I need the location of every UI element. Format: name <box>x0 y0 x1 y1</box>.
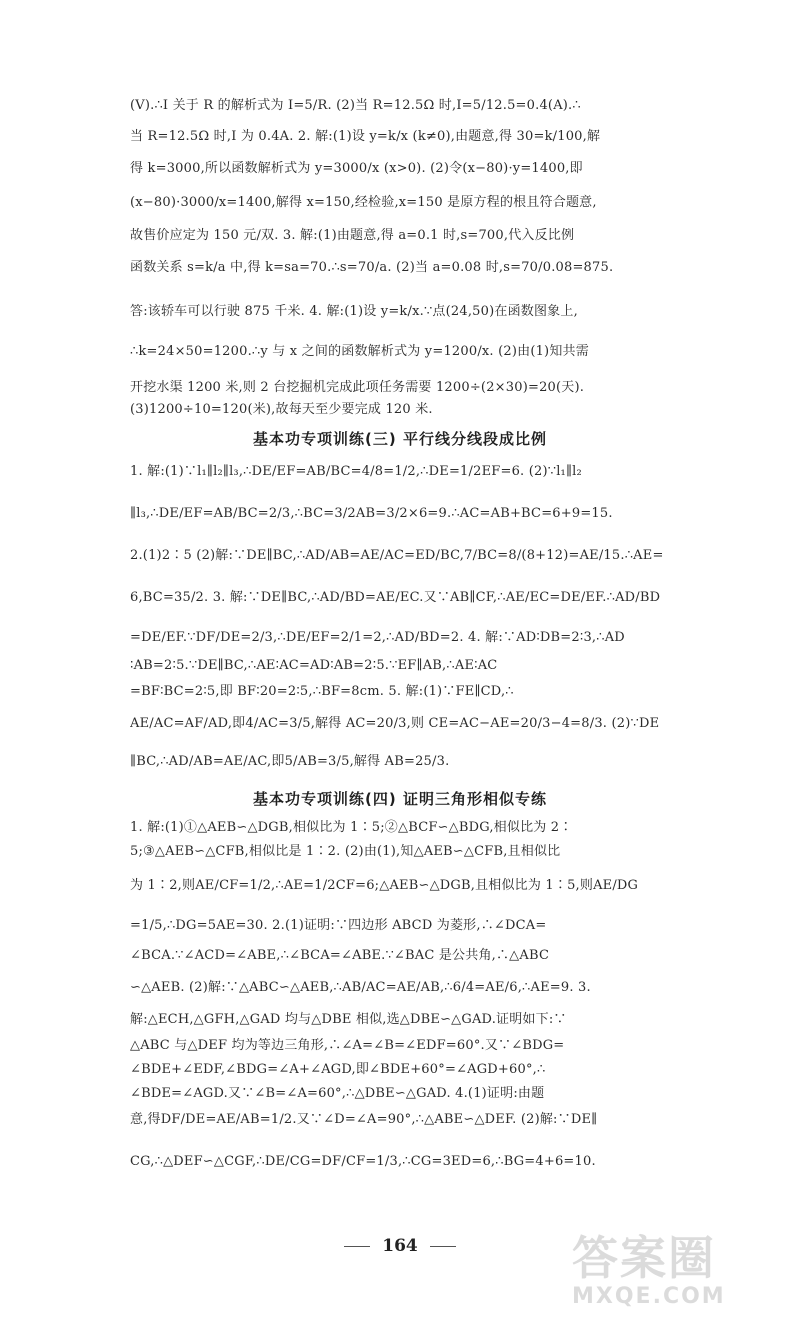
text-line: 5;③△AEB∽△CFB,相似比是 1∶2. (2)由(1),知△AEB∽△CFB,且相似比 <box>130 844 561 859</box>
text-line: CG,∴△DEF∽△CGF,∴DE/CG=DF/CF=1/3,∴CG=3ED=6,∴BG=4+6=10. <box>130 1154 596 1169</box>
text-line: 解:△ECH,△GFH,△GAD 均与△DBE 相似,选△DBE∽△GAD.证明如下:∵ <box>130 1012 567 1027</box>
text-line: ∴k=24×50=1200.∴y 与 x 之间的函数解析式为 y=1200/x. (2)由(1)知共需 <box>130 344 589 359</box>
text-line: 答:该轿车可以行驶 875 千米. 4. 解:(1)设 y=k/x.∵点(24,50)在函数图象上, <box>130 304 578 319</box>
text-line: 故售价应定为 150 元/双. 3. 解:(1)由题意,得 a=0.1 时,s=700,代入反比例 <box>130 228 575 243</box>
text-line: ∽△AEB. (2)解:∵△ABC∽△AEB,∴AB/AC=AE/AB,∴6/4=AE/6,∴AE=9. 3. <box>130 980 591 995</box>
text-line: =1/5,∴DG=5AE=30. 2.(1)证明:∵四边形 ABCD 为菱形,∴∠DCA= <box>130 918 547 933</box>
text-line: (V).∴I 关于 R 的解析式为 I=5/R. (2)当 R=12.5Ω 时,I=5/12.5=0.4(A).∴ <box>130 98 581 113</box>
text-line: 2.(1)2∶5 (2)解:∵DE∥BC,∴AD/AB=AE/AC=ED/BC,7/BC=8/(8+12)=AE/15.∴AE= <box>130 548 664 563</box>
watermark-url: MXQE.COM <box>572 1284 726 1309</box>
text-line: ∠BDE+∠EDF,∠BDG=∠A+∠AGD,即∠BDE+60°=∠AGD+60°,∴ <box>130 1062 546 1077</box>
text-line: 为 1∶2,则AE/CF=1/2,∴AE=1/2CF=6;△AEB∽△DGB,且相似比为 1∶5,则AE/DG <box>130 878 639 893</box>
text-line: ∥BC,∴AD/AB=AE/AC,即5/AB=3/5,解得 AB=25/3. <box>130 754 450 769</box>
watermark-logo <box>572 1232 772 1327</box>
text-line: ∠BDE=∠AGD.又∵∠B=∠A=60°,∴△DBE∽△GAD. 4.(1)证明:由题 <box>130 1086 545 1101</box>
text-line: 函数关系 s=k/a 中,得 k=sa=70.∴s=70/a. (2)当 a=0.08 时,s=70/0.08=875. <box>130 260 614 275</box>
text-line: 1. 解:(1)①△AEB∽△DGB,相似比为 1∶5;②△BCF∽△BDG,相似比为 2∶ <box>130 820 573 835</box>
section-heading-3: 基本功专项训练(三) 平行线分线段成比例 <box>253 430 547 448</box>
text-line: 1. 解:(1)∵l₁∥l₂∥l₃,∴DE/EF=AB/BC=4/8=1/2,∴DE=1/2EF=6. (2)∵l₁∥l₂ <box>130 464 582 479</box>
text-line: △ABC 与△DEF 均为等边三角形,∴∠A=∠B=∠EDF=60°.又∵∠BDG= <box>130 1038 565 1053</box>
text-line: (x−80)·3000/x=1400,解得 x=150,经检验,x=150 是原方程的根且符合题意, <box>130 195 597 210</box>
text-line: =DE/EF.∵DF/DE=2/3,∴DE/EF=2/1=2,∴AD/BD=2. 4. 解:∵AD∶DB=2∶3,∴AD <box>130 630 625 645</box>
text-line: 6,BC=35/2. 3. 解:∵DE∥BC,∴AD/BD=AE/EC.又∵AB∥CF,∴AE/EC=DE/EF.∴AD/BD <box>130 590 661 605</box>
text-line: 开挖水渠 1200 米,则 2 台挖掘机完成此项任务需要 1200÷(2×30)=20(天). <box>130 380 585 395</box>
text-line: ∥l₃,∴DE/EF=AB/BC=2/3,∴BC=3/2AB=3/2×6=9.∴AC=AB+BC=6+9=15. <box>130 506 613 521</box>
text-line: =BF∶BC=2∶5,即 BF∶20=2∶5,∴BF=8cm. 5. 解:(1)∵FE∥CD,∴ <box>130 684 514 699</box>
section-heading-4: 基本功专项训练(四) 证明三角形相似专练 <box>253 790 547 808</box>
text-line: (3)1200÷10=120(米),故每天至少要完成 120 米. <box>130 402 433 417</box>
text-line: AE/AC=AF/AD,即4/AC=3/5,解得 AC=20/3,则 CE=AC−AE=20/3−4=8/3. (2)∵DE <box>130 716 660 731</box>
text-line: ∶AB=2∶5.∵DE∥BC,∴AE∶AC=AD∶AB=2∶5.∵EF∥AB,∴AE∶AC <box>130 658 498 673</box>
text-line: 意,得DF/DE=AE/AB=1/2.又∵∠D=∠A=90°,∴△ABE∽△DEF. (2)解:∵DE∥ <box>130 1112 598 1127</box>
text-line: 得 k=3000,所以函数解析式为 y=3000/x (x>0). (2)令(x−80)·y=1400,即 <box>130 161 583 176</box>
page-number-text: 164 <box>382 1236 418 1256</box>
text-line: ∠BCA.∵∠ACD=∠ABE,∴∠BCA=∠ABE.∵∠BAC 是公共角,∴△ABC <box>130 948 550 963</box>
text-line: 当 R=12.5Ω 时,I 为 0.4A. 2. 解:(1)设 y=k/x (k≠0),由题意,得 30=k/100,解 <box>130 129 601 144</box>
watermark-title: 答案圈 <box>572 1231 716 1285</box>
